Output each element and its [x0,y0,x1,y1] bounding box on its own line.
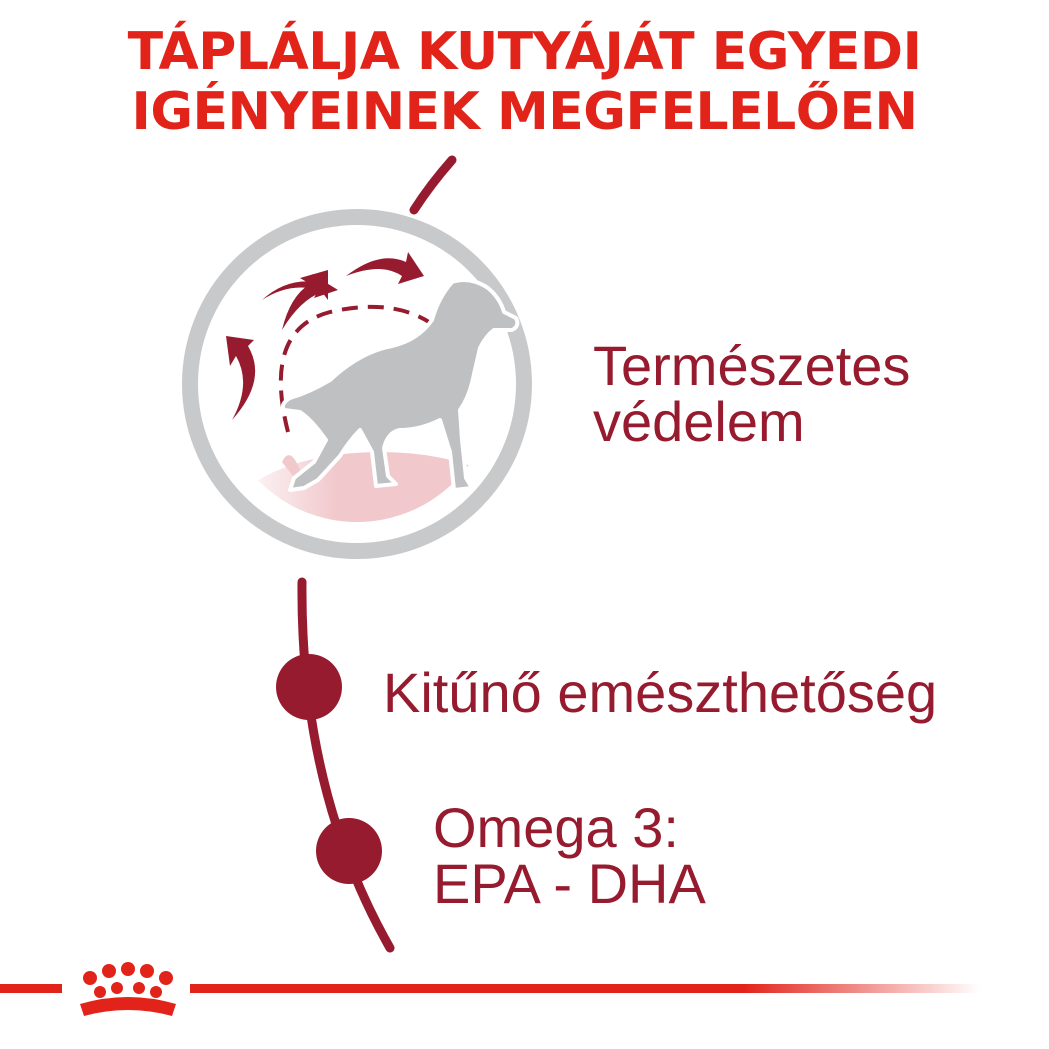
bullet-digestibility [276,654,342,720]
benefit-label-line-1: Omega 3: [433,796,679,859]
brand-line-right [190,984,980,993]
timeline-curve [302,582,390,948]
benefit-label-line-2: védelem [593,390,805,453]
headline-line-2: IGÉNYEINEK MEGFELELŐEN [131,82,918,142]
timeline-curve-top [414,160,452,210]
benefit-label-line-1: Természetes [593,334,911,397]
benefit-label-line-1: Kitűnő emészthetőség [383,661,938,724]
brand-line-left [0,984,62,993]
bullet-omega [316,818,382,884]
royal-canin-crown-icon [80,962,176,1016]
benefit-natural-protection [593,334,911,453]
benefit-label-line-2: EPA - DHA [433,852,706,915]
benefit-omega-3 [433,796,706,915]
headline-line-1: TÁPLÁLJA KUTYÁJÁT EGYEDI [127,22,922,82]
benefit-digestibility [383,661,938,724]
natural-protection-icon [190,217,530,588]
